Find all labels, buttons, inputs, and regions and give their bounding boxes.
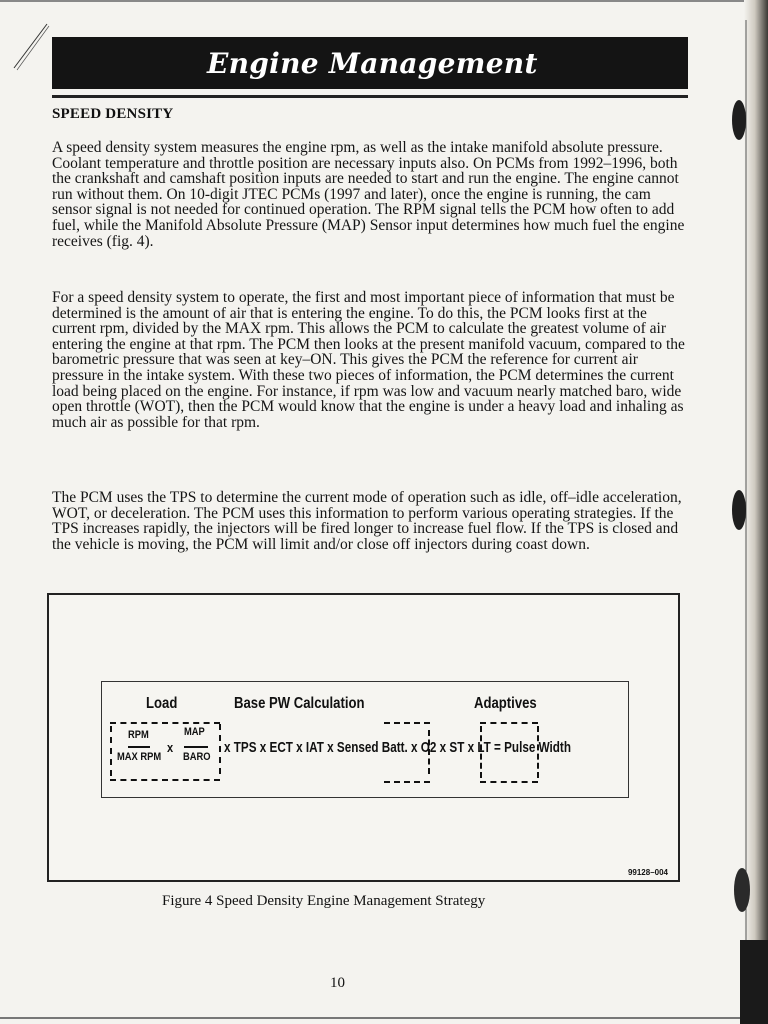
rpm-fraction-bar — [128, 746, 150, 748]
chapter-title-banner — [52, 37, 688, 89]
figure-code: 99128–004 — [627, 868, 668, 877]
adaptive-bracket-bottom — [480, 781, 538, 783]
figure-caption: Figure 4 Speed Density Engine Management Strategy — [162, 893, 486, 909]
figure-4-frame — [47, 593, 680, 882]
base-pw-label: Base PW Calculation — [234, 695, 365, 712]
map-term: MAP — [184, 726, 205, 738]
pulse-width-formula — [101, 681, 629, 798]
batt-bracket-bottom — [384, 781, 430, 783]
adaptive-bracket-right — [537, 726, 539, 778]
load-bracket-bottom — [110, 779, 220, 781]
load-label: Load — [146, 695, 178, 712]
map-fraction-bar — [184, 746, 208, 748]
pulse-width-expression: x TPS x ECT x IAT x Sensed Batt. x O2 x ST x LT = Pulse Width — [224, 739, 571, 756]
paragraph-tps: The PCM uses the TPS to determine the current mode of operation such as idle, off–idle acceleration, WOT, or deceleration. The PCM uses this information to perform various operating strategies. If the TPS increases rapidly, the injectors will be fired longer to increase fuel flow. If the TPS is closed and the vehicle is moving, the PCM will limit and/or close off injectors during coast down. — [52, 489, 682, 553]
top-scan-edge — [0, 0, 768, 2]
adaptive-bracket-top — [480, 722, 538, 724]
load-multiply: x — [167, 740, 174, 755]
binding-shadow — [730, 0, 768, 1024]
batt-bracket-right — [428, 730, 430, 774]
paragraph-air-load: For a speed density system to operate, the first and most important piece of information that must be determined is the amount of air that is entering the engine. To do this, the PCM looks first at the current rpm, divided by the MAX rpm. This allows the PCM to calculate the greatest volume of air entering the engine at that rpm. The PCM then looks at the present manifold vacuum, compared to the barometric pressure that was seen at key–ON. This gives the PCM the reference for current air pressure in the intake system. With these two pieces of information, the PCM determines the current load being placed on the engine. For instance, if rpm was low and vacuum nearly matched baro, wide open throttle (WOT), then the PCM would know that the engine is under a heavy load and inhaling as much air as possible for that rpm. — [52, 289, 685, 431]
load-bracket-top — [110, 722, 220, 724]
pen-stroke-mark — [10, 22, 50, 72]
adaptives-label: Adaptives — [474, 695, 537, 712]
baro-term: BARO — [183, 751, 211, 763]
page-number: 10 — [330, 975, 345, 991]
adaptive-bracket-left — [480, 726, 482, 778]
batt-bracket-top — [384, 722, 430, 724]
load-bracket-right — [219, 724, 221, 774]
bottom-scan-edge — [0, 1017, 740, 1019]
max-rpm-term: MAX RPM — [117, 751, 162, 763]
rpm-term: RPM — [128, 729, 149, 741]
load-bracket-left — [110, 726, 112, 776]
title-underline — [52, 95, 688, 98]
section-heading: SPEED DENSITY — [52, 106, 174, 122]
chapter-title: Engine Management — [207, 46, 538, 80]
paragraph-speed-density-intro: A speed density system measures the engine rpm, as well as the intake manifold absolute pressure. Coolant temperature and throttle position are necessary inputs also. On PCMs from 1992–1996, both the crankshaft and camshaft position inputs are needed to start and run the engine. The engine cannot run without them. On 10-digit JTEC PCMs (1997 and later), once the engine is running, the cam sensor signal is not needed for continued operation. The RPM signal tells the PCM how often to add fuel, while the Manifold Absolute Pressure (MAP) Sensor input determines how much fuel the engine receives (fig. 4). — [52, 139, 685, 250]
